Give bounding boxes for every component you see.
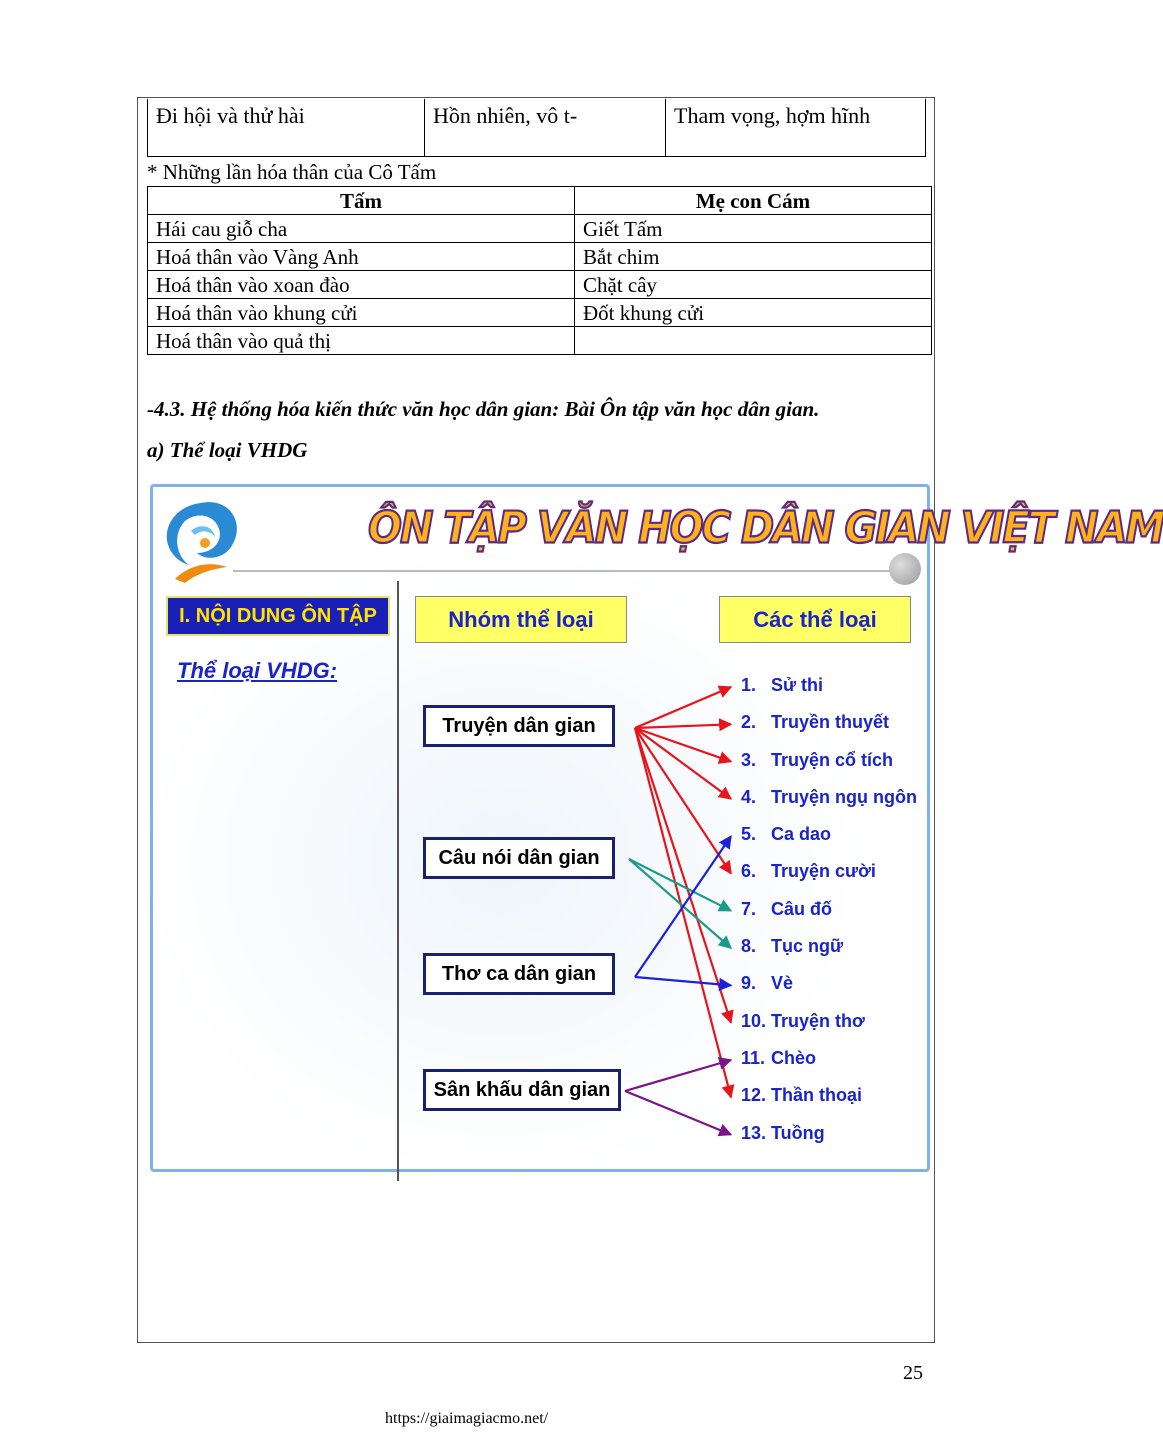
genre-item — [741, 933, 917, 970]
connector-arrow — [635, 728, 731, 799]
page-number: 25 — [903, 1362, 923, 1384]
genre-item — [741, 1045, 917, 1082]
connector-arrow — [635, 724, 731, 728]
genre-item — [741, 747, 917, 784]
table-cell: Hoá thân vào Vàng Anh — [148, 243, 575, 271]
connector-arrow — [635, 728, 731, 1097]
table-row — [148, 327, 932, 355]
table-cell: Giết Tấm — [575, 215, 932, 243]
genre-number: 13. — [741, 1122, 767, 1143]
table-cell — [575, 327, 932, 355]
genre-item — [741, 858, 917, 895]
transform-note: * Những lần hóa thân của Cô Tấm — [147, 160, 437, 184]
group-san-khau-dan-gian: Sân khấu dân gian — [423, 1069, 621, 1111]
groups-header: Nhóm thể loại — [415, 596, 627, 643]
genres-header: Các thể loại — [719, 596, 911, 643]
table-row — [148, 243, 932, 271]
transformation-table — [147, 186, 932, 355]
table-header-row — [148, 187, 932, 215]
table-cell: Hoá thân vào xoan đào — [148, 271, 575, 299]
table-row — [148, 215, 932, 243]
cell: Tham vọng, hợm hĩnh — [674, 103, 871, 128]
genre-number: 4. — [741, 786, 757, 807]
genre-number: 2. — [741, 712, 757, 733]
group-truyen-dan-gian: Truyện dân gian — [423, 705, 615, 747]
genre-name: Ca dao — [771, 824, 832, 845]
subsection-heading: a) Thể loại VHDG — [147, 438, 308, 462]
genre-name: Truyện ngụ ngôn — [771, 786, 917, 807]
genre-number: 1. — [741, 675, 757, 695]
group-cau-noi-dan-gian: Câu nói dân gian — [423, 837, 615, 879]
cell: Đi hội và thử hài — [148, 99, 425, 156]
section-heading: -4.3. Hệ thống hóa kiến thức văn học dân gian: Bài Ôn tập văn học dân gian. — [147, 397, 820, 421]
genre-label: Thể loại VHDG: — [177, 658, 338, 683]
connector-arrow — [635, 836, 731, 977]
connector-arrow — [635, 728, 731, 874]
genre-number: 10. — [741, 1010, 767, 1031]
genre-number: 11. — [741, 1047, 766, 1068]
genre-item — [741, 784, 917, 821]
genre-item — [741, 821, 917, 858]
connector-arrow — [635, 687, 731, 728]
genre-item — [741, 1082, 917, 1119]
genre-item — [741, 709, 917, 746]
table-cell: Hái cau giỗ cha — [148, 215, 575, 243]
genre-name: Tục ngữ — [771, 936, 844, 957]
genre-number: 8. — [741, 936, 757, 957]
header-tam: Tấm — [148, 187, 575, 215]
genre-item — [741, 970, 917, 1007]
genre-number: 6. — [741, 861, 757, 882]
genre-item — [741, 896, 917, 933]
genre-number: 7. — [741, 898, 757, 919]
header-me-con-cam: Mẹ con Cám — [575, 187, 932, 215]
genre-name: Chèo — [771, 1047, 816, 1068]
connector-arrow — [625, 1060, 731, 1091]
genre-number: 3. — [741, 749, 757, 770]
genre-name: Sử thi — [771, 675, 824, 695]
genre-name: Thần thoại — [771, 1085, 862, 1106]
review-slide — [150, 484, 1163, 1172]
connector-arrow — [625, 1091, 731, 1135]
genre-item — [741, 672, 917, 709]
table-cell: Hoá thân vào khung cửi — [148, 299, 575, 327]
connector-arrow — [635, 728, 731, 762]
genre-name: Câu đố — [771, 898, 832, 919]
table-cell: Hoá thân vào quả thị — [148, 327, 575, 355]
table-row — [148, 271, 932, 299]
table-cell: Chặt cây — [575, 271, 932, 299]
genre-name: Truyện thơ — [771, 1010, 865, 1031]
genre-number: 9. — [741, 973, 757, 994]
genre-name: Vè — [771, 973, 794, 994]
slide-title: ÔN TẬP VĂN HỌC DÂN GIAN VIỆT NAM — [368, 502, 1163, 554]
cell: Hồn nhiên, vô t- — [425, 99, 666, 156]
footer-url: https://giaimagiacmo.net/ — [385, 1410, 549, 1427]
character-comparison-row — [147, 99, 926, 157]
table-cell: Đốt khung cửi — [575, 299, 932, 327]
table-cell: Bắt chim — [575, 243, 932, 271]
genre-number: 12. — [741, 1085, 767, 1106]
genre-item — [741, 1120, 917, 1157]
section-box: I. NỘI DUNG ÔN TẬP — [166, 596, 390, 636]
genre-name: Truyện cười — [771, 861, 876, 882]
table-row — [148, 299, 932, 327]
genre-name: Truyện cổ tích — [771, 749, 894, 770]
genre-list — [741, 672, 917, 1157]
genre-item — [741, 1008, 917, 1045]
genre-number: 5. — [741, 824, 757, 845]
group-tho-ca-dan-gian: Thơ ca dân gian — [423, 953, 615, 995]
genre-name: Truyền thuyết — [771, 712, 890, 733]
genre-name: Tuồng — [771, 1122, 825, 1143]
